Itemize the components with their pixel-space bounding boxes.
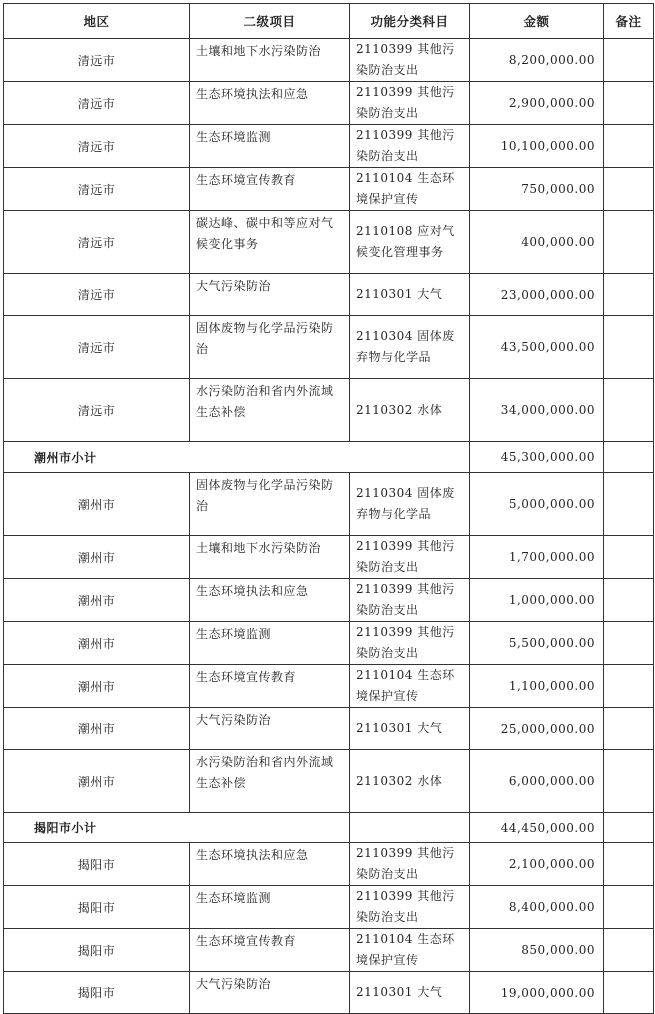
table-header-row bbox=[4, 4, 654, 39]
budget-table bbox=[3, 3, 654, 1014]
cell-region: 清远市 bbox=[4, 316, 190, 379]
cell-item: 生态环境宣传教育 bbox=[190, 168, 350, 211]
table-row bbox=[4, 274, 654, 316]
cell-region: 潮州市 bbox=[4, 750, 190, 813]
table-row bbox=[4, 82, 654, 125]
cell-note bbox=[604, 929, 654, 972]
cell-amount: 25,000,000.00 bbox=[470, 708, 604, 750]
cell-note bbox=[604, 579, 654, 622]
table-row bbox=[4, 39, 654, 82]
cell-item: 碳达峰、碳中和等应对气候变化事务 bbox=[190, 211, 350, 274]
cell-item: 生态环境监测 bbox=[190, 622, 350, 665]
header-note: 备注 bbox=[604, 4, 654, 39]
cell-function-code: 2110302 水体 bbox=[350, 750, 470, 813]
cell-function-code: 2110104 生态环境保护宣传 bbox=[350, 665, 470, 708]
cell-region: 清远市 bbox=[4, 82, 190, 125]
cell-region: 清远市 bbox=[4, 211, 190, 274]
table-row bbox=[4, 125, 654, 168]
cell-function-code: 2110399 其他污染防治支出 bbox=[350, 125, 470, 168]
cell-item: 生态环境执法和应急 bbox=[190, 579, 350, 622]
cell-item: 生态环境执法和应急 bbox=[190, 82, 350, 125]
cell-note bbox=[604, 972, 654, 1014]
cell-note bbox=[604, 750, 654, 813]
cell-note bbox=[604, 442, 654, 473]
cell-note bbox=[604, 274, 654, 316]
cell-note bbox=[604, 125, 654, 168]
header-function-code: 功能分类科目 bbox=[350, 4, 470, 39]
cell-note bbox=[604, 379, 654, 442]
cell-region: 清远市 bbox=[4, 379, 190, 442]
cell-function-code: 2110104 生态环境保护宣传 bbox=[350, 929, 470, 972]
cell-region: 潮州市 bbox=[4, 622, 190, 665]
cell-region: 潮州市 bbox=[4, 665, 190, 708]
cell-region: 清远市 bbox=[4, 274, 190, 316]
cell-amount: 750,000.00 bbox=[470, 168, 604, 211]
cell-amount: 1,100,000.00 bbox=[470, 665, 604, 708]
cell-note bbox=[604, 316, 654, 379]
cell-function-code: 2110104 生态环境保护宣传 bbox=[350, 168, 470, 211]
cell-amount: 6,000,000.00 bbox=[470, 750, 604, 813]
cell-function-code: 2110399 其他污染防治支出 bbox=[350, 886, 470, 929]
cell-function-code: 2110301 大气 bbox=[350, 274, 470, 316]
cell-amount: 2,900,000.00 bbox=[470, 82, 604, 125]
subtotal-label: 揭阳市小计 bbox=[4, 813, 350, 843]
cell-function-code: 2110399 其他污染防治支出 bbox=[350, 82, 470, 125]
table-row bbox=[4, 168, 654, 211]
cell-amount: 850,000.00 bbox=[470, 929, 604, 972]
cell-amount: 2,100,000.00 bbox=[470, 843, 604, 886]
header-region: 地区 bbox=[4, 4, 190, 39]
table-row bbox=[4, 622, 654, 665]
cell-region: 潮州市 bbox=[4, 473, 190, 536]
table-row bbox=[4, 843, 654, 886]
cell-function-code: 2110399 其他污染防治支出 bbox=[350, 39, 470, 82]
cell-amount: 43,500,000.00 bbox=[470, 316, 604, 379]
cell-note bbox=[604, 168, 654, 211]
table-row bbox=[4, 750, 654, 813]
cell-region: 清远市 bbox=[4, 39, 190, 82]
table-row bbox=[4, 536, 654, 579]
cell-note bbox=[604, 708, 654, 750]
cell-function-code: 2110301 大气 bbox=[350, 972, 470, 1014]
cell-function-code: 2110399 其他污染防治支出 bbox=[350, 536, 470, 579]
cell-region: 潮州市 bbox=[4, 579, 190, 622]
cell-item: 生态环境宣传教育 bbox=[190, 665, 350, 708]
cell-note bbox=[604, 536, 654, 579]
cell-function-code: 2110399 其他污染防治支出 bbox=[350, 843, 470, 886]
cell-note bbox=[604, 843, 654, 886]
subtotal-amount: 45,300,000.00 bbox=[470, 442, 604, 473]
cell-item: 生态环境监测 bbox=[190, 125, 350, 168]
table-row bbox=[4, 379, 654, 442]
cell-region: 清远市 bbox=[4, 125, 190, 168]
cell-item: 大气污染防治 bbox=[190, 708, 350, 750]
cell-note bbox=[604, 622, 654, 665]
cell-item: 大气污染防治 bbox=[190, 274, 350, 316]
subtotal-amount: 44,450,000.00 bbox=[470, 813, 604, 843]
cell-amount: 34,000,000.00 bbox=[470, 379, 604, 442]
cell-note bbox=[604, 211, 654, 274]
cell-note bbox=[604, 473, 654, 536]
cell-item: 土壤和地下水污染防治 bbox=[190, 39, 350, 82]
cell-item: 大气污染防治 bbox=[190, 972, 350, 1014]
table-row bbox=[4, 316, 654, 379]
cell-item: 固体废物与化学品污染防治 bbox=[190, 316, 350, 379]
cell-region: 清远市 bbox=[4, 168, 190, 211]
cell-amount: 8,400,000.00 bbox=[470, 886, 604, 929]
cell-region: 潮州市 bbox=[4, 536, 190, 579]
cell-function-code bbox=[350, 813, 470, 843]
subtotal-row bbox=[4, 813, 654, 843]
cell-function-code: 2110304 固体废弃物与化学品 bbox=[350, 316, 470, 379]
cell-region: 揭阳市 bbox=[4, 972, 190, 1014]
cell-function-code: 2110399 其他污染防治支出 bbox=[350, 579, 470, 622]
cell-amount: 19,000,000.00 bbox=[470, 972, 604, 1014]
cell-item: 水污染防治和省内外流域生态补偿 bbox=[190, 750, 350, 813]
cell-region: 潮州市 bbox=[4, 708, 190, 750]
cell-region: 揭阳市 bbox=[4, 929, 190, 972]
header-amount: 金额 bbox=[470, 4, 604, 39]
cell-amount: 1,700,000.00 bbox=[470, 536, 604, 579]
cell-item: 水污染防治和省内外流域生态补偿 bbox=[190, 379, 350, 442]
table-row bbox=[4, 665, 654, 708]
subtotal-row bbox=[4, 442, 654, 473]
header-item: 二级项目 bbox=[190, 4, 350, 39]
cell-note bbox=[604, 886, 654, 929]
table-row bbox=[4, 579, 654, 622]
cell-item: 生态环境执法和应急 bbox=[190, 843, 350, 886]
table-row bbox=[4, 473, 654, 536]
cell-amount: 400,000.00 bbox=[470, 211, 604, 274]
table-row bbox=[4, 211, 654, 274]
cell-region: 揭阳市 bbox=[4, 843, 190, 886]
table-row bbox=[4, 972, 654, 1014]
cell-amount: 8,200,000.00 bbox=[470, 39, 604, 82]
cell-function-code: 2110399 其他污染防治支出 bbox=[350, 622, 470, 665]
table-row bbox=[4, 929, 654, 972]
cell-amount: 10,100,000.00 bbox=[470, 125, 604, 168]
cell-note bbox=[604, 82, 654, 125]
cell-item: 土壤和地下水污染防治 bbox=[190, 536, 350, 579]
subtotal-label: 潮州市小计 bbox=[4, 442, 470, 473]
cell-function-code: 2110302 水体 bbox=[350, 379, 470, 442]
cell-item: 固体废物与化学品污染防治 bbox=[190, 473, 350, 536]
cell-amount: 5,000,000.00 bbox=[470, 473, 604, 536]
cell-note bbox=[604, 39, 654, 82]
cell-function-code: 2110108 应对气候变化管理事务 bbox=[350, 211, 470, 274]
table-row bbox=[4, 886, 654, 929]
cell-item: 生态环境监测 bbox=[190, 886, 350, 929]
cell-amount: 23,000,000.00 bbox=[470, 274, 604, 316]
table-row bbox=[4, 708, 654, 750]
cell-function-code: 2110301 大气 bbox=[350, 708, 470, 750]
cell-amount: 5,500,000.00 bbox=[470, 622, 604, 665]
cell-amount: 1,000,000.00 bbox=[470, 579, 604, 622]
cell-note bbox=[604, 813, 654, 843]
cell-item: 生态环境宣传教育 bbox=[190, 929, 350, 972]
cell-note bbox=[604, 665, 654, 708]
cell-region: 揭阳市 bbox=[4, 886, 190, 929]
cell-function-code: 2110304 固体废弃物与化学品 bbox=[350, 473, 470, 536]
